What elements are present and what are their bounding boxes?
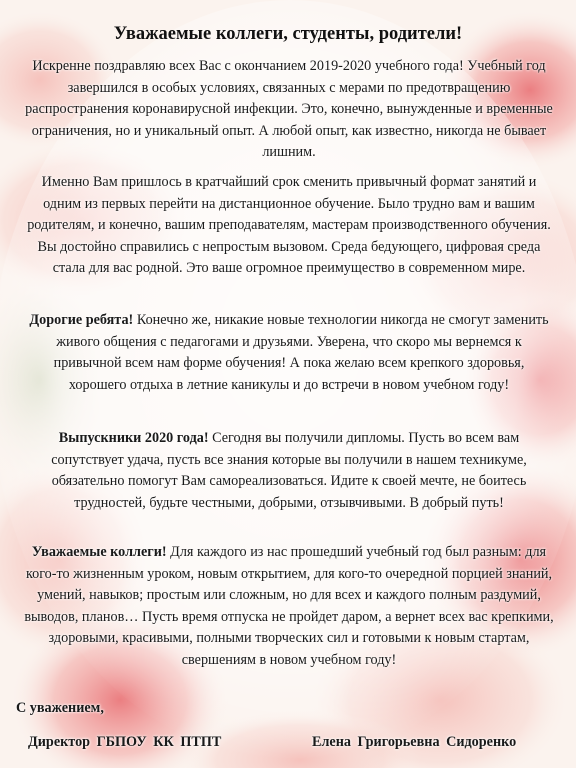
paragraph-lead: Дорогие ребята!: [29, 312, 134, 328]
signature-position: Директор ГБПОУ КК ПТПТ: [28, 734, 222, 750]
paragraph-text: Для каждого из нас прошедший учебный год был разным: для кого-то жизненным уроком, новым открытием, для кого-то очередной порцией знаний, умений, навыков; простым или сложным, но для всех и каждого полным раздумий, выводов, планов… Пусть время отпуска не пройдет даром, а вернет всех вас крепкими, здоровыми, красивыми, полными творческих сил и готовыми к новым стартам, свершениям в новом учебном году!: [24, 544, 554, 668]
paragraph-text: Именно Вам пришлось в кратчайший срок сменить привычный формат занятий и одним из первых перейти на дистанционное обучение. Было трудно вам и вашим родителям, и конечно, вашим преподавателям, мастерам производственного обучения. Вы достойно справились с непростым вызовом. Среда бедующего, цифровая среда стала для вас родной. Это ваше огромное преимущество в современном мире.: [27, 174, 551, 276]
paragraph-lead: Выпускники 2020 года!: [58, 430, 209, 446]
paragraph-text: Искренне поздравляю всех Вас с окончанием 2019-2020 учебного года! Учебный год завершился в особых условиях, связанных с мерами по предотвращению распространения коронавирусной инфекции. Это, конечно, вынужденные и временные ограничения, но и уникальный опыт. А любой опыт, как известно, никогда не бывает лишним.: [25, 58, 553, 160]
paragraph-greeting: [24, 56, 554, 164]
paragraph-colleagues: [24, 542, 554, 671]
paragraph-distance-learning: [24, 172, 554, 280]
paragraph-students: [24, 310, 554, 396]
page-title: Уважаемые коллеги, студенты, родители!: [113, 24, 463, 44]
paragraph-lead: Уважаемые коллеги!: [31, 544, 167, 560]
signature-name: Елена Григорьевна Сидоренко: [312, 734, 517, 750]
paragraph-text: Конечно же, никакие новые технологии никогда не смогут заменить живого общения с педагогами и друзьями. Уверена, что скоро мы вернемся к привычной всем нам форме обучения! А пока желаю всем крепкого здоровья, хорошего отдыха в летние каникулы и до встречи в новом учебном году!: [53, 312, 549, 393]
closing-regards: С уважением,: [16, 700, 104, 716]
paragraph-graduates: [24, 428, 554, 514]
paragraph-text: Сегодня вы получили дипломы. Пусть во всем вам сопутствует удача, пусть все знания которые вы получили в нашем техникуме, обязательно помогут Вам самореализоваться. Идите к своей мечте, не боитесь трудностей, будьте честными, добрыми, отзывчивыми. В добрый путь!: [51, 430, 527, 511]
